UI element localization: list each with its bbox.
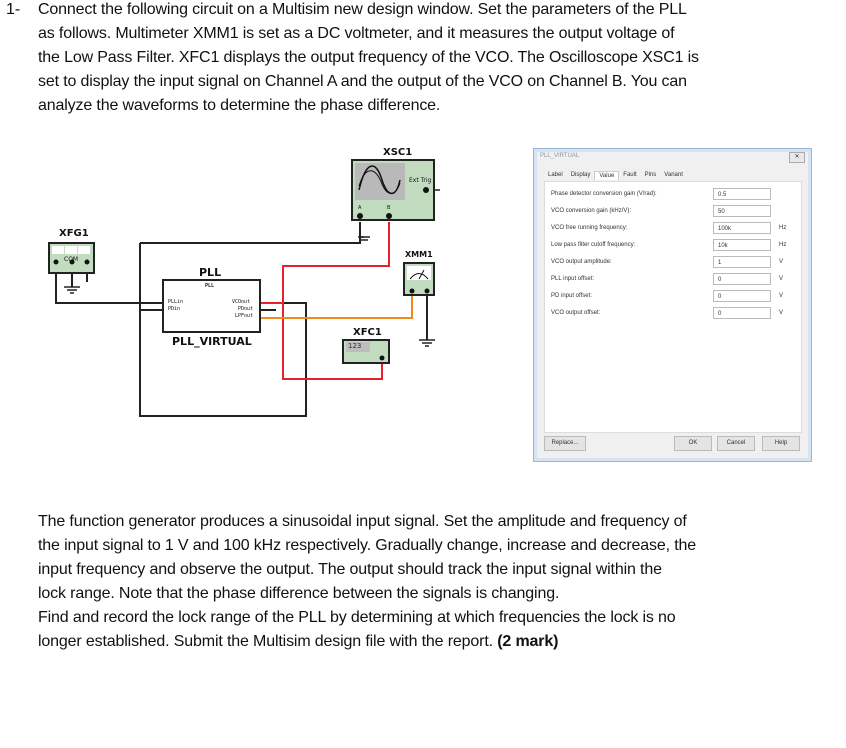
close-icon: ✕ (794, 154, 800, 160)
body-line: longer established. Submit the Multisim design file with the report. (38, 633, 498, 650)
xmm1-label: XMM1 (405, 250, 433, 259)
param-label: Phase detector conversion gain (V/rad): (551, 191, 657, 197)
com-label: COM (64, 256, 79, 263)
oscilloscope-xsc1[interactable] (352, 160, 434, 220)
param-input[interactable]: 100k (713, 222, 771, 234)
param-unit: V (779, 310, 784, 316)
ok-button[interactable]: OK (674, 436, 712, 451)
ext-trig-label: Ext Trig (409, 177, 432, 184)
dialog-tabs (544, 171, 687, 180)
intro-line: analyze the waveforms to determine the phase difference. (38, 97, 441, 114)
param-label: PD input offset: (551, 293, 592, 299)
pin-pdout: PDout (238, 306, 254, 312)
question-number: 1- (6, 1, 21, 18)
param-input[interactable]: 0 (713, 290, 771, 302)
tab-pins[interactable]: Pins (644, 172, 657, 178)
param-row (551, 307, 801, 321)
pin-pdin: PDin (168, 306, 181, 312)
param-unit: V (779, 276, 784, 282)
param-label: VCO output amplitude: (551, 259, 612, 265)
tab-label[interactable]: Label (548, 172, 563, 178)
channel-a-label: A (358, 205, 362, 211)
mark-label: (2 mark) (497, 633, 559, 650)
help-button[interactable]: Help (762, 436, 800, 451)
param-row (551, 290, 801, 304)
intro-line: Connect the following circuit on a Multisim new design window. Set the parameters of the PLL (38, 1, 687, 18)
body-line: lock range. Note that the phase difference between the signals is changing. (38, 585, 560, 602)
pll-properties-dialog (533, 148, 812, 462)
param-unit: V (779, 293, 784, 299)
body-line: the input signal to 1 V and 100 kHz respectively. Gradually change, increase and decrease, the (38, 537, 697, 554)
body-line: The function generator produces a sinusoidal input signal. Set the amplitude and frequency of (38, 513, 687, 530)
param-row (551, 188, 801, 202)
param-label: VCO free running frequency: (551, 225, 628, 231)
cancel-button[interactable]: Cancel (717, 436, 755, 451)
param-row (551, 273, 801, 287)
intro-line: the Low Pass Filter. XFC1 displays the output frequency of the VCO. The Oscilloscope XSC1 is (38, 49, 699, 66)
param-label: VCO output offset: (551, 310, 601, 316)
param-label: Low pass filter cutoff frequency: (551, 242, 636, 248)
intro-line: set to display the input signal on Channel A and the output of the VCO on Channel B. You can (38, 73, 687, 90)
body-line: Find and record the lock range of the PLL by determining at which frequencies the lock is no (38, 609, 676, 626)
param-label: PLL input offset: (551, 276, 595, 282)
channel-b-label: B (387, 205, 391, 211)
xfc1-display: 123 (348, 342, 362, 350)
param-label: VCO conversion gain (kHz/V): (551, 208, 632, 214)
xfc1-label: XFC1 (353, 327, 382, 338)
param-input[interactable]: 50 (713, 205, 771, 217)
pll-inner-label: PLL (205, 283, 215, 289)
param-input[interactable]: 1 (713, 256, 771, 268)
param-row (551, 239, 801, 253)
pll-name: PLL_VIRTUAL (172, 335, 252, 348)
xsc1-label: XSC1 (383, 147, 413, 158)
tab-variant[interactable]: Variant (664, 172, 683, 178)
param-input[interactable]: 0 (713, 273, 771, 285)
tab-display[interactable]: Display (570, 172, 591, 178)
param-row (551, 256, 801, 270)
question-body (38, 510, 696, 654)
pin-vcoout: VCOout (232, 299, 251, 305)
param-input[interactable]: 0.5 (713, 188, 771, 200)
close-button[interactable] (789, 152, 805, 163)
param-unit: Hz (779, 225, 787, 231)
pll-title: PLL (199, 266, 222, 279)
param-input[interactable]: 10k (713, 239, 771, 251)
tab-value[interactable]: Value (594, 171, 619, 180)
value-panel (544, 181, 802, 433)
param-unit: V (779, 259, 784, 265)
body-line: input frequency and observe the output. The output should track the input signal within the (38, 561, 662, 578)
replace-button[interactable]: Replace... (544, 436, 586, 451)
param-unit: Hz (779, 242, 787, 248)
multimeter-xmm1[interactable] (404, 263, 434, 295)
param-row (551, 222, 801, 236)
xfg1-label: XFG1 (59, 228, 89, 239)
pin-lpfout: LPFout (235, 313, 254, 319)
dialog-title: PLL_VIRTUAL (540, 153, 580, 159)
param-input[interactable]: 0 (713, 307, 771, 319)
param-row (551, 205, 801, 219)
intro-line: as follows. Multimeter XMM1 is set as a DC voltmeter, and it measures the output voltage of (38, 25, 675, 42)
pin-pllin: PLLin (168, 299, 184, 305)
tab-fault[interactable]: Fault (623, 172, 637, 178)
